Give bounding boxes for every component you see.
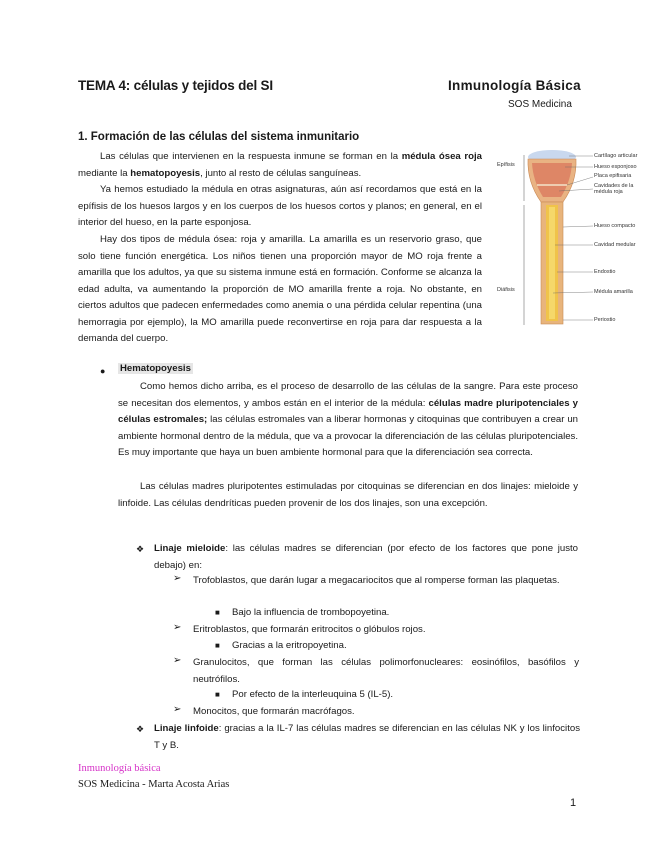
sub-item-il5: Por efecto de la interleuquina 5 (IL-5). [232, 689, 394, 700]
paragraph-1: Las células que intervienen en la respuesta inmune se forman en la médula ósea roja mediante la hematopoyesis, junto al resto de células sanguíneas. [78, 151, 482, 179]
page-number: 1 [570, 797, 577, 809]
mieloide-lineage: Linaje mieloide: las células madres se diferencian (por efecto de los factores que pone justo debajo) en: [154, 543, 579, 571]
label-medullary-cavity: Cavidad medular [594, 242, 636, 248]
medullary-cavity [549, 207, 555, 319]
list-item-monocitos: Monocitos, que formarán macrófagos. [193, 706, 355, 717]
hematopoyesis-paragraph-1: Como hemos dicho arriba, es el proceso de desarrollo de las células de la sangre. Para este proceso se necesitan dos elementos, y ambos están en el interior de la médula: células madre pluripotenciales y células estromales; las células estromales van a liberar hormonas y citoquinas que contribuyen a crear un ambiente hormonal dentro de la médula, que va a provocar la diferenciación de las células pluripotenciales. Es muy importante que haya un buen ambiente hormonal para que la diferenciación sea correcta. [118, 381, 579, 458]
list-item-eritroblastos: Eritroblastos, que formarán eritrocitos o glóbulos rojos. [193, 624, 426, 635]
label-diaphysis: Diáfisis [497, 287, 515, 293]
diamond-bullet-icon: ❖ [136, 544, 145, 554]
section-title: 1. Formación de las células del sistema inmunitario [78, 131, 360, 143]
sub-item-trombopoyetina: Bajo la influencia de trombopoyetina. [232, 607, 390, 618]
label-spongy-bone: Hueso esponjoso [594, 164, 637, 170]
arrow-bullet-icon: ➢ [173, 622, 182, 633]
course-name: Inmunología Básica [448, 78, 581, 93]
list-item-trofoblastos: Trofoblastos, que darán lugar a megacariocitos que al romperse forman las plaquetas. [193, 575, 560, 586]
square-bullet-icon: ■ [215, 641, 220, 650]
document-title: TEMA 4: células y tejidos del SI [78, 78, 273, 93]
label-periosteum: Periostio [594, 317, 616, 323]
arrow-bullet-icon: ➢ [173, 573, 182, 584]
footer-author: SOS Medicina - Marta Acosta Arias [78, 779, 230, 790]
paragraph-3: Hay dos tipos de médula ósea: roja y amarilla. La amarilla es un reservorio graso, que solo tiene función energética. Los niños tienen una proporción mayor de MO roja frente a amarilla que los adultos, ya que su sistema inmune está en formación. Conforme se alcanza la edad adulta, va aumentando la proporción de MO amarilla frente a roja. No obstante, en ciertos adultos que padecen enfermedades como anemia o una pérdida celular repentina (una hemorragia por ejemplo), la MO amarilla puede reconvertirse en roja para dar respuesta a la demanda del cuerpo. [78, 234, 482, 344]
label-epiphyseal-plate: Placa epifisaria [594, 173, 632, 179]
paragraph-2: Ya hemos estudiado la médula en otras asignaturas, aún así recordamos que está en la epífisis de los huesos largos y en los cuerpos de los huesos cortos y planos; en general, en el interior del hueso, en la parte esponjosa. [78, 184, 482, 228]
label-yellow-marrow: Médula amarilla [594, 289, 633, 295]
label-compact-bone: Hueso compacto [594, 223, 636, 229]
header-author: SOS Medicina [508, 99, 572, 110]
list-item-granulocitos: Granulocitos, que forman las células polimorfonucleares: eosinófilos, basófilos y neutrófilos. [193, 657, 579, 685]
hematopoyesis-heading: Hematopoyesis [120, 363, 191, 374]
label-endosteum: Endostio [594, 269, 616, 275]
sub-item-eritropoyetina: Gracias a la eritropoyetina. [232, 640, 347, 651]
bullet-dot-icon: ● [100, 366, 106, 376]
label-red-marrow: Cavidades de la médula roja [594, 183, 634, 195]
hematopoyesis-paragraph-2: Las células madres pluripotentes estimuladas por citoquinas se diferencian en dos linajes: mieloide y linfoide. Las células dendríticas pueden provenir de los dos linajes, son una excepción. [118, 481, 578, 509]
square-bullet-icon: ■ [215, 608, 220, 617]
linfoide-lineage: Linaje linfoide: gracias a la IL-7 las células madres se diferencian en las células NK y los linfocitos T y B. [154, 723, 580, 751]
footer-course: Inmunología básica [78, 763, 161, 774]
bone-figure [497, 147, 647, 332]
label-epiphysis: Epífisis [497, 162, 515, 168]
diamond-bullet-icon: ❖ [136, 724, 145, 734]
arrow-bullet-icon: ➢ [173, 704, 182, 715]
square-bullet-icon: ■ [215, 690, 220, 699]
label-cartilage: Cartílago articular [594, 153, 638, 159]
arrow-bullet-icon: ➢ [173, 655, 182, 666]
